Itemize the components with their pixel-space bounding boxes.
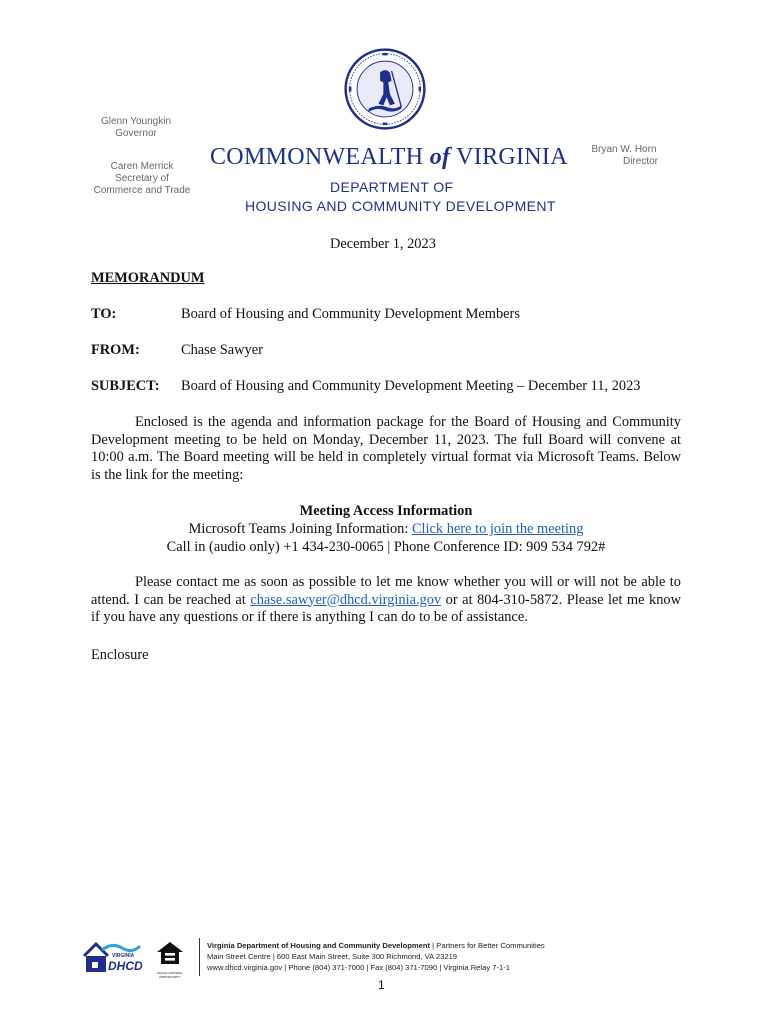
memo-heading: MEMORANDUM	[91, 270, 205, 286]
virginia-word: VIRGINIA	[450, 144, 568, 170]
department-line2: HOUSING AND COMMUNITY DEVELOPMENT	[245, 198, 556, 214]
director-title: Director	[622, 156, 658, 167]
callin-line: Call in (audio only) +1 434-230-0065 | Phone Conference ID: 909 534 792#	[166, 539, 606, 555]
governor-block	[96, 116, 176, 140]
teams-line	[91, 521, 681, 538]
equal-housing-logo	[155, 940, 185, 979]
department-line1: DEPARTMENT OF	[330, 179, 454, 195]
footer-tagline: | Partners for Better Communities	[430, 941, 545, 950]
teams-prefix: Microsoft Teams Joining Information:	[188, 521, 412, 537]
access-heading: Meeting Access Information	[299, 503, 473, 519]
page-number: 1	[378, 978, 385, 992]
governor-name: Glenn Youngkin	[100, 116, 172, 127]
logo-big-text: DHCD	[108, 959, 143, 973]
intro-paragraph: Enclosed is the agenda and information package for the Board of Housing and Community Development meeting to be held on Monday, December 11, 2023. The full Board will convene at 10:00 a.m. The Board meeting will be held in completely virtual format via Microsoft Teams. Below is the link for the meeting:	[91, 414, 681, 483]
subject-value: Board of Housing and Community Development Meeting – December 11, 2023	[181, 378, 641, 394]
footer-divider	[199, 938, 200, 976]
from-value: Chase Sawyer	[181, 342, 263, 358]
secretary-name: Caren Merrick	[110, 161, 174, 172]
subject-label: SUBJECT:	[91, 378, 160, 394]
footer-org-name: Virginia Department of Housing and Community Development	[207, 941, 431, 950]
logo-small-text: VIRGINIA	[112, 953, 135, 959]
governor-title: Governor	[115, 128, 157, 139]
email-link[interactable]: chase.sawyer@dhcd.virginia.gov	[250, 591, 442, 608]
director-block	[586, 144, 662, 168]
enclosure-note: Enclosure	[91, 647, 149, 663]
contact-paragraph	[91, 574, 681, 627]
contact-text-start: Please contact me as soon as possible to let me know whether you will or will not be able to attend. I can be reached at	[91, 574, 681, 608]
equal-housing-icon	[155, 940, 185, 966]
virginia-seal-icon	[344, 48, 426, 130]
memo-date: December 1, 2023	[330, 236, 436, 252]
join-meeting-link[interactable]: Click here to join the meeting	[411, 521, 584, 537]
secretary-title-line1: Secretary of	[115, 173, 169, 184]
of-word: of	[429, 144, 451, 170]
contact-text-end: or at 804-310-5872. Please let me know if you have any questions or if there is anything I can do to be of assistance.	[91, 591, 681, 625]
dhcd-logo	[82, 940, 142, 974]
commonwealth-word: COMMONWEALTH	[210, 144, 430, 170]
to-value: Board of Housing and Community Development Members	[181, 306, 520, 322]
commonwealth-wordmark	[210, 144, 568, 171]
secretary-title-line2: Commerce and Trade	[93, 185, 191, 196]
footer-contact: www.dhcd.virginia.gov | Phone (804) 371-7000 | Fax (804) 371-7090 | Virginia Relay 7-1-1	[207, 963, 510, 972]
from-label: FROM:	[91, 342, 140, 358]
director-name: Bryan W. Horn	[591, 144, 657, 155]
footer-address: Main Street Centre | 600 East Main Street, Suite 300 Richmond, VA 23219	[207, 952, 458, 961]
equal-housing-text: EQUAL HOUSING OPPORTUNITY	[157, 971, 183, 979]
to-label: TO:	[91, 306, 117, 322]
secretary-block	[92, 161, 192, 197]
